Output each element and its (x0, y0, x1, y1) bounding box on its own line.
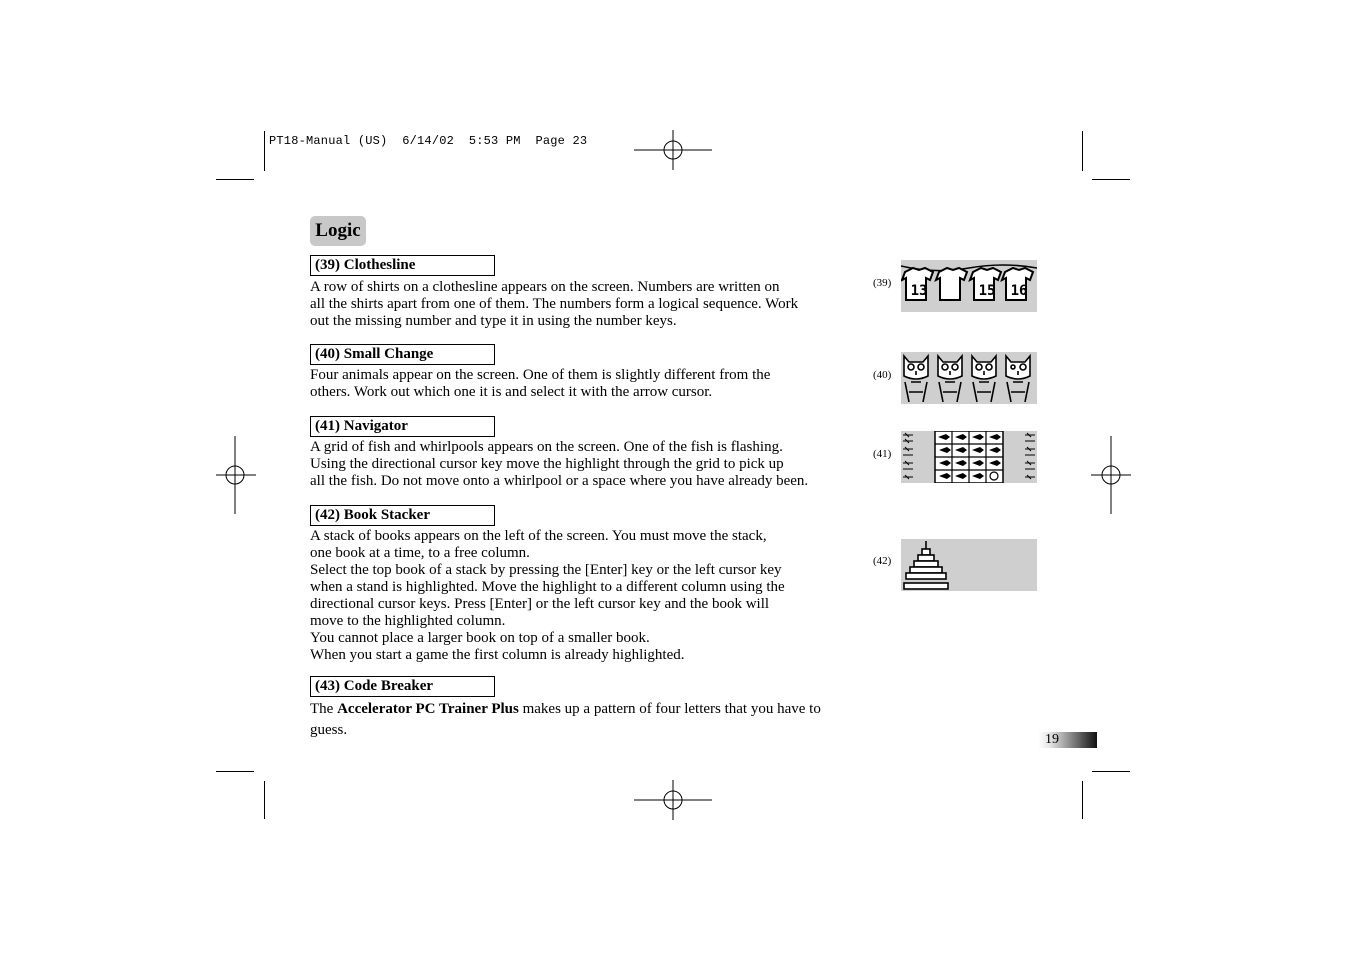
shirt-number-3: 15 (978, 283, 996, 299)
registration-mark-bottom (634, 780, 714, 820)
section-title-clothesline: (39) Clothesline (310, 255, 495, 276)
figure-label-40: (40) (873, 369, 892, 381)
figure-label-42: (42) (873, 555, 892, 567)
print-slug-line: PT18-Manual (US) 6/14/02 5:53 PM Page 23 (269, 134, 588, 148)
registration-mark-top (634, 130, 714, 170)
shirt-number-4: 16 (1010, 283, 1028, 299)
section-body-code-breaker: The Accelerator PC Trainer Plus makes up a pattern of four letters that you have to guess. (310, 701, 821, 738)
section-title-small-change: (40) Small Change (310, 344, 495, 365)
product-name: Accelerator PC Trainer Plus (337, 701, 519, 717)
shirt-number-1: 13 (910, 283, 928, 299)
figure-label-41: (41) (873, 448, 892, 460)
section-title-code-breaker: (43) Code Breaker (310, 676, 495, 697)
clothesline-shirts-image (901, 260, 1037, 312)
animals-image (901, 352, 1037, 404)
figure-small-change-screen (901, 352, 1037, 404)
section-body-clothesline: A row of shirts on a clothesline appears on the screen. Numbers are written on all the shirts apart from one of them. The numbers form a logical sequence. Work out the missing number and type it in using the number keys. (310, 279, 799, 329)
section-body-small-change: Four animals appear on the screen. One of them is slightly different from the others. Work out which one it is and select it with the arrow cursor. (310, 367, 771, 400)
book-stack-image (901, 539, 1037, 591)
section-title-book-stacker: (42) Book Stacker (310, 505, 495, 526)
section-title-navigator: (41) Navigator (310, 416, 495, 437)
registration-mark-right (1091, 436, 1131, 516)
fish-grid-image (901, 431, 1037, 483)
figure-label-39: (39) (873, 277, 892, 289)
registration-mark-left (216, 436, 256, 516)
section-body-book-stacker: A stack of books appears on the left of the screen. You must move the stack, one book at a time, to a free column. Select the top book of a stack by pressing the [Enter] key or the left cursor key when a stand is highlighted. Move the highlight to a different column using the directional cursor keys. Press [Enter] or the left cursor key and the book will move to the highlighted column. You cannot place a larger book on top of a smaller book. When you start a game the first column is already highlighted. (310, 528, 785, 663)
figure-book-stacker-screen (901, 539, 1037, 591)
section-tab-logic: Logic (310, 216, 366, 246)
figure-clothesline-screen (901, 260, 1037, 312)
page-number: 19 (1038, 732, 1097, 748)
figure-navigator-screen (901, 431, 1037, 483)
section-body-navigator: A grid of fish and whirlpools appears on the screen. One of the fish is flashing. Using the directional cursor key move the highlight through the grid to pick up all the fish. Do not move onto a whirlpool or a space where you have already been. (310, 439, 809, 489)
